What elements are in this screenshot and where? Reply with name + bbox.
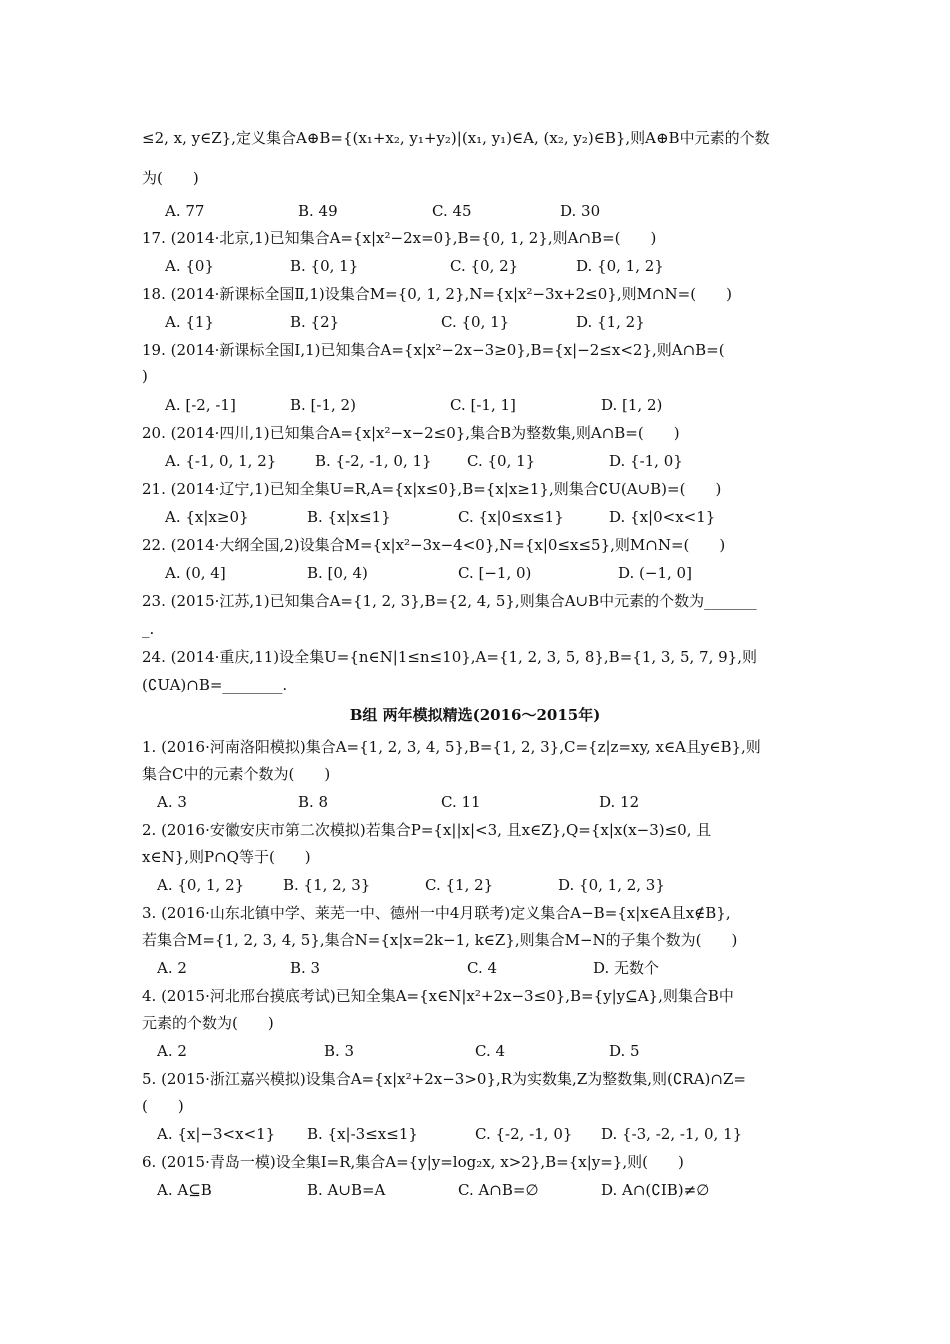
option-c: C. {0, 2} (450, 257, 519, 275)
option-d: D. {0, 1, 2, 3} (558, 876, 665, 894)
option-b: B. 49 (298, 202, 338, 220)
option-b: B. A∪B=A (307, 1181, 386, 1199)
option-a: A. A⊆B (157, 1181, 212, 1199)
option-d: D. {1, 2} (576, 313, 645, 331)
option-c: C. {-2, -1, 0} (475, 1125, 573, 1143)
option-d: D. 30 (560, 202, 601, 220)
question-b4-stem: 4. (2015·河北邢台摸底考试)已知全集A={x∈N|x²+2x−3≤0},B={y|y⊆A},则集合B中 (142, 987, 734, 1005)
question-text-line: ≤2, x, y∈Z},定义集合A⊕B={(x₁+x₂, y₁+y₂)|(x₁, y₁)∈A, (x₂, y₂)∈B},则A⊕B中元素的个数 (142, 129, 770, 147)
option-c: C. 11 (441, 793, 481, 811)
option-c: C. [-1, 1] (450, 396, 516, 414)
question-23-stem: 23. (2015·江苏,1)已知集合A={1, 2, 3},B={2, 4, 5},则集合A∪B中元素的个数为_______ (142, 592, 757, 610)
option-a: A. 3 (157, 793, 187, 811)
option-c: C. {1, 2} (425, 876, 494, 894)
question-b2-stem-cont: x∈N},则P∩Q等于( ) (142, 848, 311, 866)
option-a: A. {-1, 0, 1, 2} (165, 452, 277, 470)
option-d: D. {x|0<x<1} (609, 508, 716, 526)
option-a: A. {x|−3<x<1} (157, 1125, 276, 1143)
option-b: B. [0, 4) (307, 564, 368, 582)
option-a: A. [-2, -1] (165, 396, 236, 414)
option-b: B. {-2, -1, 0, 1} (315, 452, 432, 470)
question-20-stem: 20. (2014·四川,1)已知集合A={x|x²−x−2≤0},集合B为整数集,则A∩B=( ) (142, 424, 680, 442)
option-a: A. {0, 1, 2} (157, 876, 245, 894)
option-a: A. 2 (157, 1042, 187, 1060)
question-b5-stem-cont: ( ) (142, 1097, 184, 1115)
question-24-stem: 24. (2014·重庆,11)设全集U={n∈N|1≤n≤10},A={1, 2, 3, 5, 8},B={1, 3, 5, 7, 9},则 (142, 648, 757, 666)
question-text-line: 为( ) (142, 169, 199, 187)
question-23-stem-cont: _. (142, 620, 155, 638)
question-b1-stem: 1. (2016·河南洛阳模拟)集合A={1, 2, 3, 4, 5},B={1, 2, 3},C={z|z=xy, x∈A且y∈B},则 (142, 738, 761, 756)
option-c: C. 4 (475, 1042, 506, 1060)
option-c: C. 45 (432, 202, 472, 220)
option-a: A. {x|x≥0} (165, 508, 249, 526)
question-b3-stem: 3. (2016·山东北镇中学、莱芜一中、德州一中4月联考)定义集合A−B={x|x∈A且x∉B}, (142, 904, 731, 922)
option-d: D. 5 (609, 1042, 640, 1060)
option-b: B. 3 (290, 959, 321, 977)
question-22-stem: 22. (2014·大纲全国,2)设集合M={x|x²−3x−4<0},N={x|0≤x≤5},则M∩N=( ) (142, 536, 726, 554)
option-b: B. 8 (298, 793, 329, 811)
option-b: B. {x|-3≤x≤1} (307, 1125, 418, 1143)
question-19-stem: 19. (2014·新课标全国Ⅰ,1)已知集合A={x|x²−2x−3≥0},B={x|−2≤x<2},则A∩B=( (142, 341, 725, 359)
option-d: D. (−1, 0] (618, 564, 692, 582)
question-b6-stem: 6. (2015·青岛一模)设全集I=R,集合A={y|y=log₂x, x>2},B={x|y=},则( ) (142, 1153, 684, 1171)
option-b: B. 3 (324, 1042, 355, 1060)
option-a: A. {0} (165, 257, 214, 275)
option-b: B. {2} (290, 313, 340, 331)
option-d: D. A∩(∁IB)≠∅ (601, 1181, 710, 1199)
question-18-stem: 18. (2014·新课标全国Ⅱ,1)设集合M={0, 1, 2},N={x|x²−3x+2≤0},则M∩N=( ) (142, 285, 732, 303)
option-c: C. A∩B=∅ (458, 1181, 539, 1199)
option-a: A. (0, 4] (165, 564, 226, 582)
option-c: C. 4 (467, 959, 498, 977)
option-b: B. {x|x≤1} (307, 508, 391, 526)
option-c: C. {x|0≤x≤1} (458, 508, 564, 526)
option-c: C. {0, 1} (467, 452, 536, 470)
section-b-title: B组 两年模拟精选(2016～2015年) (349, 706, 601, 724)
question-17-stem: 17. (2014·北京,1)已知集合A={x|x²−2x=0},B={0, 1, 2},则A∩B=( ) (142, 229, 657, 247)
option-a: A. {1} (165, 313, 214, 331)
question-b2-stem: 2. (2016·安徽安庆市第二次模拟)若集合P={x||x|<3, 且x∈Z},Q={x|x(x−3)≤0, 且 (142, 821, 712, 839)
option-c: C. {0, 1} (441, 313, 510, 331)
option-c: C. [−1, 0) (458, 564, 532, 582)
option-b: B. {0, 1} (290, 257, 359, 275)
question-b5-stem: 5. (2015·浙江嘉兴模拟)设集合A={x|x²+2x−3>0},R为实数集,Z为整数集,则(∁RA)∩Z= (142, 1070, 746, 1088)
question-b4-stem-cont: 元素的个数为( ) (142, 1014, 274, 1032)
question-24-stem-cont: (∁UA)∩B=________. (142, 676, 288, 694)
option-d: D. {-3, -2, -1, 0, 1} (601, 1125, 743, 1143)
option-d: D. [1, 2) (601, 396, 663, 414)
option-b: B. {1, 2, 3} (283, 876, 371, 894)
option-d: D. 12 (599, 793, 640, 811)
question-21-stem: 21. (2014·辽宁,1)已知全集U=R,A={x|x≤0},B={x|x≥1},则集合∁U(A∪B)=( ) (142, 480, 722, 498)
option-d: D. {-1, 0} (609, 452, 683, 470)
option-a: A. 77 (165, 202, 205, 220)
option-a: A. 2 (157, 959, 187, 977)
question-b1-stem-cont: 集合C中的元素个数为( ) (142, 765, 331, 783)
option-b: B. [-1, 2) (290, 396, 356, 414)
question-19-stem-cont: ) (142, 367, 148, 385)
question-b3-stem-cont: 若集合M={1, 2, 3, 4, 5},集合N={x|x=2k−1, k∈Z},则集合M−N的子集个数为( ) (142, 931, 738, 949)
option-d: D. {0, 1, 2} (576, 257, 664, 275)
option-d: D. 无数个 (593, 959, 660, 977)
